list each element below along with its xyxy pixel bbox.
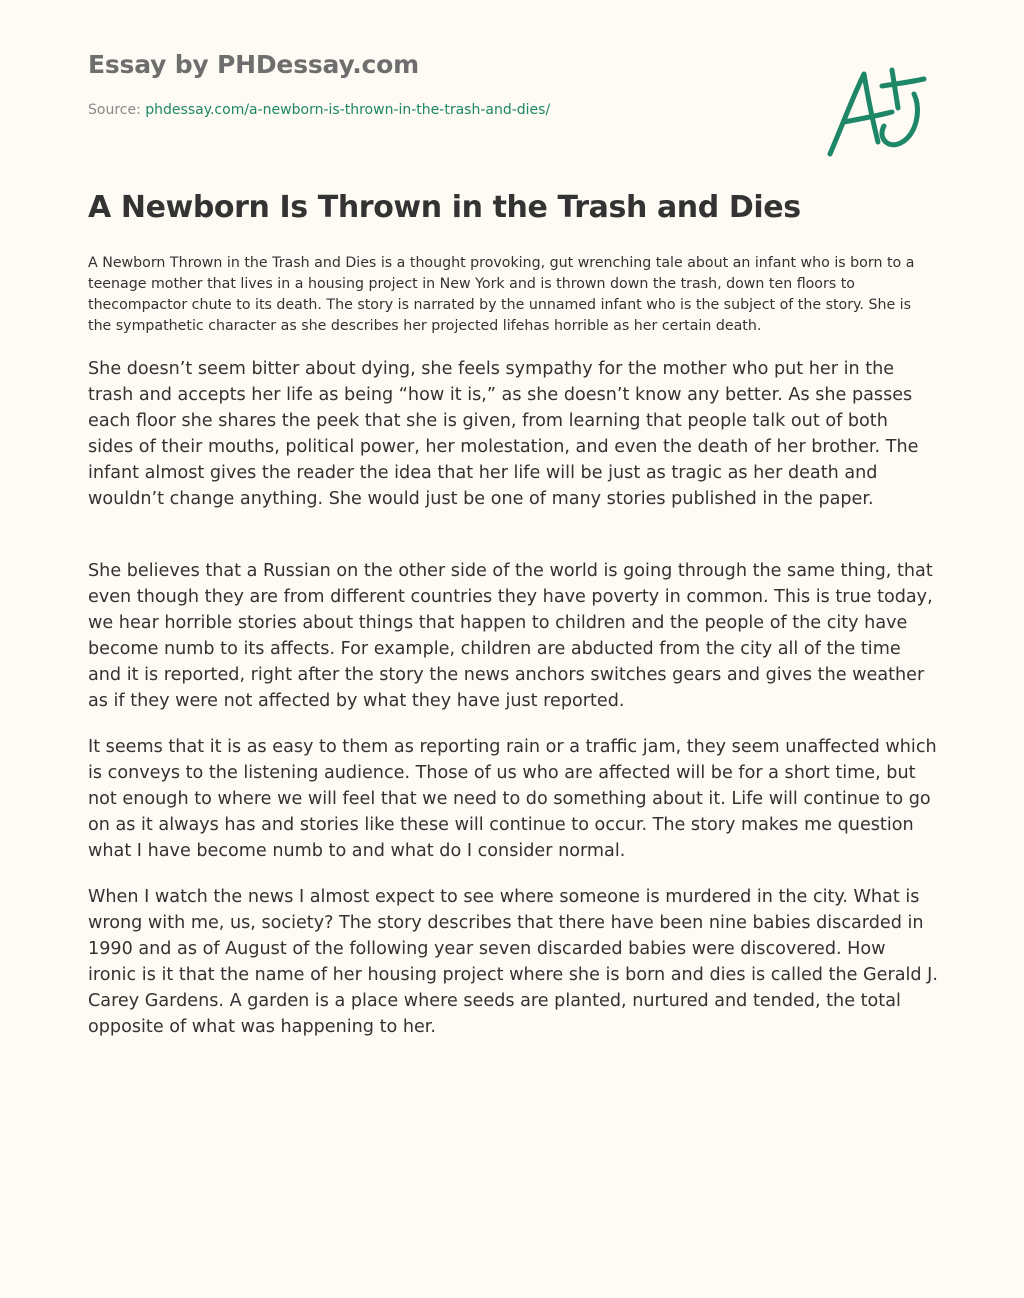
body-paragraph: She believes that a Russian on the other side of the world is going through the same thing, that even though they are from different countries they have poverty in common. This is true today, we hear horrible stories about things that happen to children and the people of the city have become numb to its affects. For example, children are abducted from the city all of the time and it is reported, right after the story the news anchors switches gears and gives the weather as if they were not affected by what they have just reported.	[88, 561, 933, 711]
body-paragraph: She doesn’t seem bitter about dying, she feels sympathy for the mother who put her in the trash and accepts her life as being “how it is,” as she doesn’t know any better. As she passes each floor she shares the peek that she is given, from learning that people talk out of both sides of their mouths, political power, her molestation, and even the death of her brother. The infant almost gives the reader the idea that her life will be just as tragic as her death and wouldn’t change anything. She would just be one of many stories published in the paper.	[88, 359, 919, 509]
source-label: Source:	[88, 102, 141, 118]
source-link[interactable]: phdessay.com/a-newborn-is-thrown-in-the-trash-and-dies/	[145, 102, 551, 118]
a-plus-logo-icon	[820, 64, 930, 160]
intro-paragraph: A Newborn Thrown in the Trash and Dies is a thought provoking, gut wrenching tale about an infant who is born to a teenage mother that lives in a housing project in New York and is thrown down the trash, down ten floors to thecompactor chute to its death. The story is narrated by the unnamed infant who is the subject of the story. She is the sympathetic character as she describes her projected lifehas horrible as her certain death.	[88, 255, 915, 334]
body-paragraph: When I watch the news I almost expect to see where someone is murdered in the city. What is wrong with me, us, society? The story describes that there have been nine babies discarded in 1990 and as of August of the following year seven discarded babies were discovered. How ironic is it that the name of her housing project where she is born and dies is called the Gerald J. Carey Gardens. A garden is a place where seeds are planted, nurtured and tended, the total opposite of what was happening to her.	[88, 887, 938, 1037]
body-paragraph: It seems that it is as easy to them as reporting rain or a traffic jam, they seem unaffected which is conveys to the listening audience. Those of us who are affected will be for a short time, but not enough to where we will feel that we need to do something about it. Life will continue to go on as it always has and stories like these will continue to occur. The story makes me question what I have become numb to and what do I consider normal.	[88, 737, 937, 861]
source-line	[88, 102, 550, 118]
page-title: A Newborn Is Thrown in the Trash and Dies	[88, 190, 801, 225]
site-brand: Essay by PHDessay.com	[88, 50, 419, 79]
